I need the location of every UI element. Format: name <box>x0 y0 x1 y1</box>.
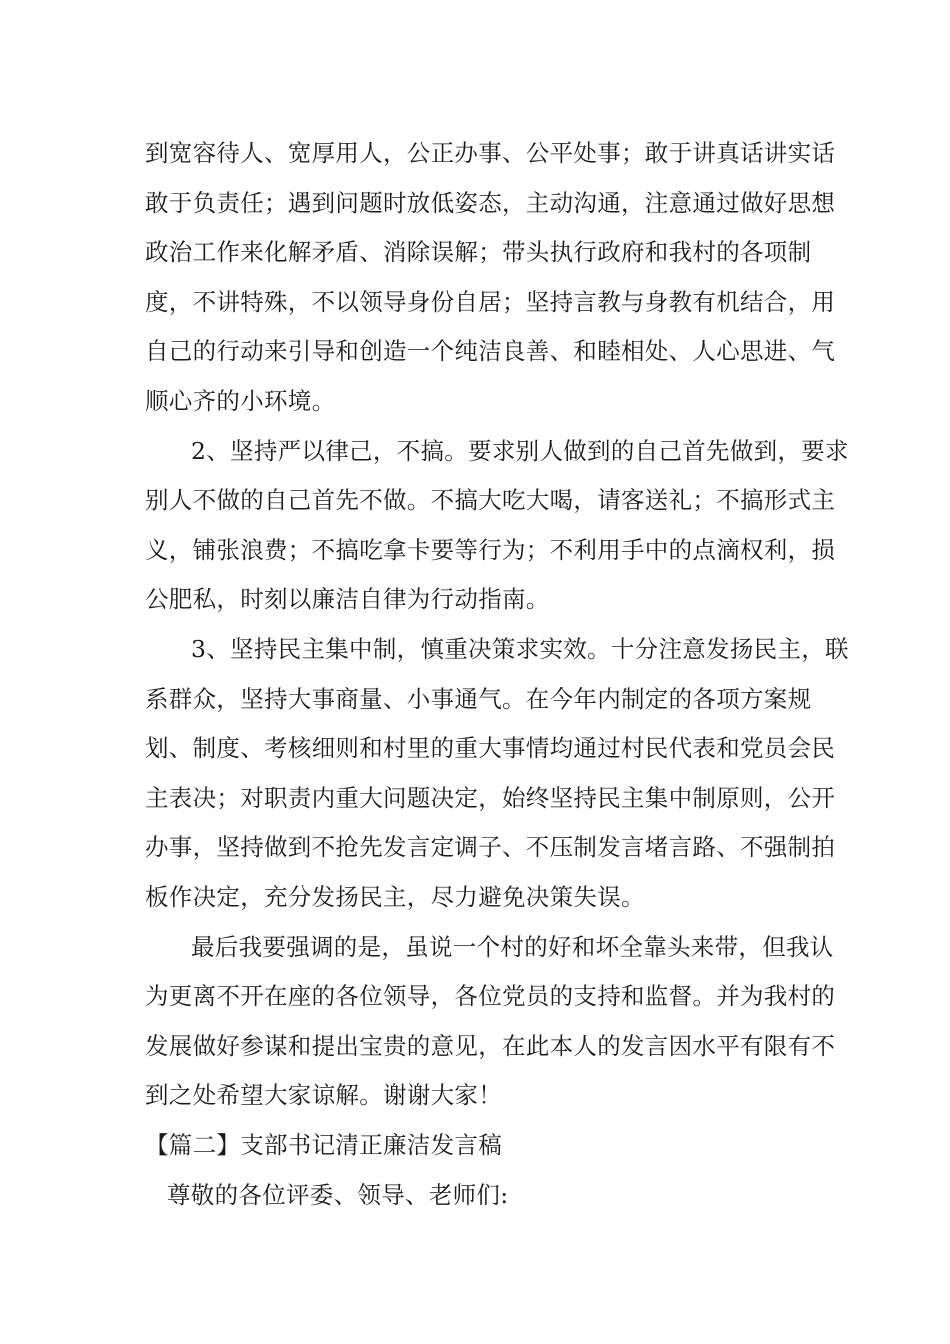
body-line: 划、制度、考核细则和村里的重大事情均通过村民代表和党员会民 <box>145 734 836 762</box>
salutation-line: 尊敬的各位评委、领导、老师们: <box>167 1181 509 1209</box>
body-line: 度，不讲特殊，不以领导身份自居；坚持言教与身教有机结合，用 <box>145 288 836 316</box>
body-line: 到宽容待人、宽厚用人，公正办事、公平处事；敢于讲真话讲实话 <box>145 139 836 167</box>
body-line: 主表决；对职责内重大问题决定，始终坚持民主集中制原则，公开 <box>145 784 836 812</box>
body-line: 政治工作来化解矛盾、消除误解；带头执行政府和我村的各项制 <box>145 238 812 266</box>
body-line: 到之处希望大家谅解。谢谢大家！ <box>145 1081 502 1109</box>
body-line: 义，铺张浪费；不搞吃拿卡要等行为；不利用手中的点滴权利，损 <box>145 536 836 564</box>
body-line: 自己的行动来引导和创造一个纯洁良善、和睦相处、人心思进、气 <box>145 337 836 365</box>
body-line: 为更离不开在座的各位领导，各位党员的支持和监督。并为我村的 <box>145 982 836 1010</box>
body-line: 办事，坚持做到不抢先发言定调子、不压制发言堵言路、不强制拍 <box>145 833 836 861</box>
paragraph-start-line: 最后我要强调的是，虽说一个村的好和坏全靠头来带，但我认 <box>191 933 834 961</box>
paragraph-start-line: 2、坚持严以律己，不搞。要求别人做到的自己首先做到，要求 <box>191 437 849 465</box>
body-line: 顺心齐的小环境。 <box>145 387 336 415</box>
body-line: 板作决定，充分发扬民主，尽力避免决策失误。 <box>145 883 645 911</box>
body-line: 系群众，坚持大事商量、小事通气。在今年内制定的各项方案规 <box>145 685 812 713</box>
body-line: 公肥私，时刻以廉洁自律为行动指南。 <box>145 585 550 613</box>
body-line: 敢于负责任；遇到问题时放低姿态，主动沟通，注意通过做好思想 <box>145 189 836 217</box>
body-line: 发展做好参谋和提出宝贵的意见，在此本人的发言因水平有限有不 <box>145 1032 836 1060</box>
body-line: 别人不做的自己首先不做。不搞大吃大喝，请客送礼；不搞形式主 <box>145 486 836 514</box>
paragraph-start-line: 3、坚持民主集中制，慎重决策求实效。十分注意发扬民主，联 <box>191 635 849 663</box>
section-heading: 【篇二】支部书记清正廉洁发言稿 <box>145 1131 502 1159</box>
